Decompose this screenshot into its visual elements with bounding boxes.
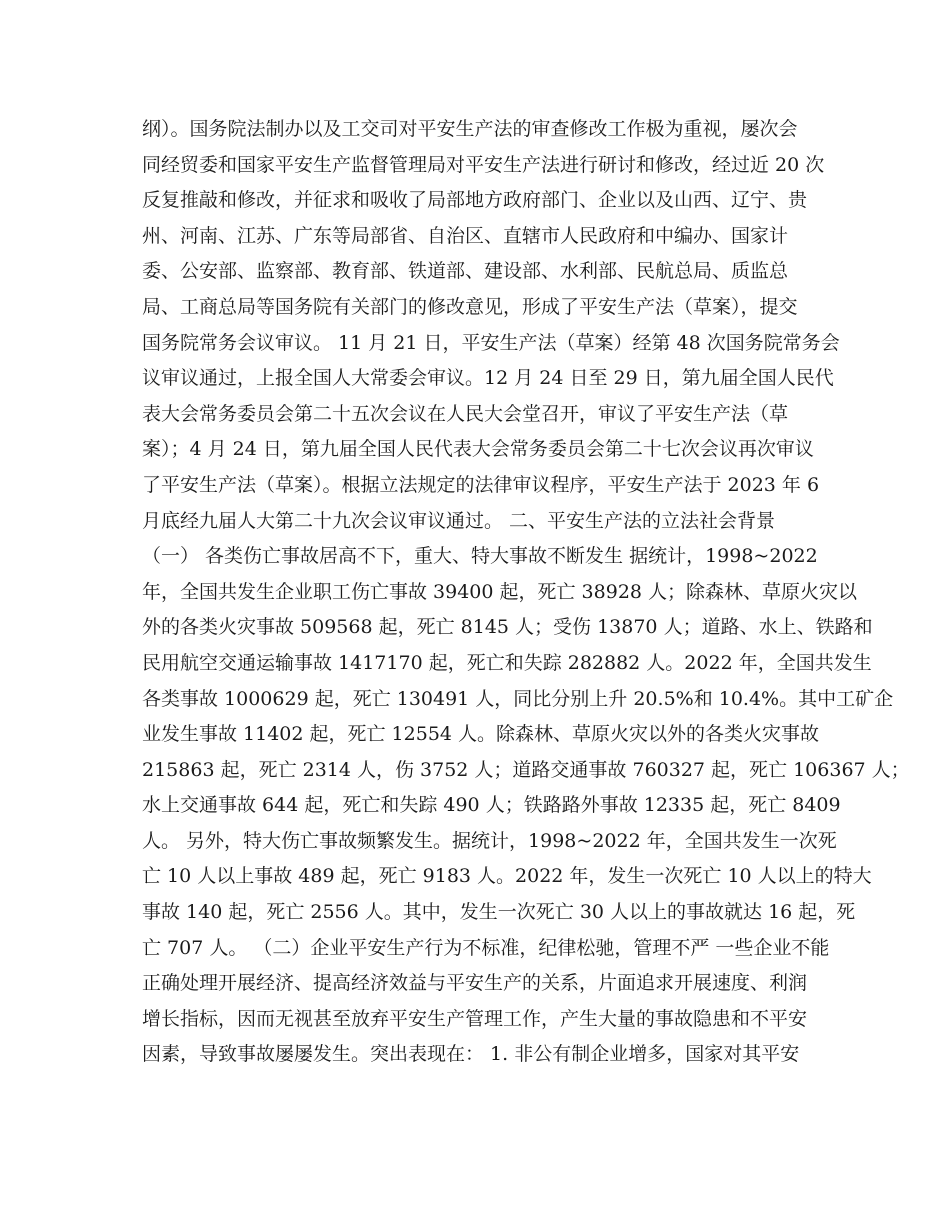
text-line: 反复推敲和修改，并征求和吸收了局部地方政府部门、企业以及山西、辽宁、贵 [142,189,808,212]
text-line: 委、公安部、监察部、教育部、铁道部、建设部、水利部、民航总局、质监总 [142,260,789,283]
text-line: 表大会常务委员会第二十五次会议在人民大会堂召开，审议了平安生产法（草 [142,402,789,425]
body-text [142,112,910,1073]
text-line: 月底经九届人大第二十九次会议审议通过。 二、平安生产法的立法社会背景 [142,509,776,532]
text-line: 业发生事故 11402 起，死亡 12554 人。除森林、草原火灾以外的各类火灾事故 [142,723,820,746]
text-line: 各类事故 1000629 起，死亡 130491 人，同比分别上升 20.5%和 10.4%。其中工矿企 [142,687,894,710]
text-line: 民用航空交通运输事故 1417170 起，死亡和失踪 282882 人。2022 年，全国共发生 [142,651,872,674]
text-line: 外的各类火灾事故 509568 起，死亡 8145 人；受伤 13870 人；道路、水上、铁路和 [142,616,873,639]
text-line: 水上交通事故 644 起，死亡和失踪 490 人；铁路路外事故 12335 起，死亡 8409 [142,794,841,817]
text-line: 人。 另外，特大伤亡事故频繁发生。据统计，1998~2022 年，全国共发生一次死 [142,829,837,852]
text-line: 215863 起，死亡 2314 人，伤 3752 人；道路交通事故 760327 起，死亡 106367 人； [142,758,910,781]
text-line: 了平安生产法（草案）。根据立法规定的法律审议程序，平安生产法于 2023 年 6 [142,473,820,496]
text-line: （一） 各类伤亡事故居高不下，重大、特大事故不断发生 据统计，1998~2022 [142,545,818,568]
text-line: 局、工商总局等国务院有关部门的修改意见，形成了平安生产法（草案），提交 [142,295,798,318]
text-line: 纲）。国务院法制办以及工交司对平安生产法的审查修改工作极为重视，屡次会 [142,118,798,140]
text-line: 议审议通过，上报全国人大常委会审议。12 月 24 日至 29 日，第九届全国人民代 [142,367,834,390]
text-line: 州、河南、江苏、广东等局部省、自治区、直辖市人民政府和中编办、国家计 [142,224,789,247]
text-line: 案）；4 月 24 日，第九届全国人民代表大会常务委员会第二十七次会议再次审议 [142,438,814,461]
text-line: 增长指标，因而无视甚至放弃平安生产管理工作，产生大量的事故隐患和不平安 [142,1007,808,1030]
text-line: 同经贸委和国家平安生产监督管理局对平安生产法进行研讨和修改，经过近 20 次 [142,153,825,176]
text-line: 因素，导致事故屡屡发生。突出表现在： 1. 非公有制企业增多，国家对其平安 [142,1043,800,1066]
text-line: 亡 707 人。 （二）企业平安生产行为不标准，纪律松驰，管理不严 一些企业不能 [142,936,830,959]
text-line: 国务院常务会议审议。 11 月 21 日，平安生产法（草案）经第 48 次国务院常务会 [142,331,840,354]
text-line: 正确处理开展经济、提高经济效益与平安生产的关系，片面追求开展速度、利润 [142,972,808,995]
text-line: 亡 10 人以上事故 489 起，死亡 9183 人。2022 年，发生一次死亡 10 人以上的特大 [142,865,872,888]
text-line: 年，全国共发生企业职工伤亡事故 39400 起，死亡 38928 人；除森林、草原火灾以 [142,580,858,603]
text-line: 事故 140 起，死亡 2556 人。其中，发生一次死亡 30 人以上的事故就达 16 起，死 [142,901,856,924]
